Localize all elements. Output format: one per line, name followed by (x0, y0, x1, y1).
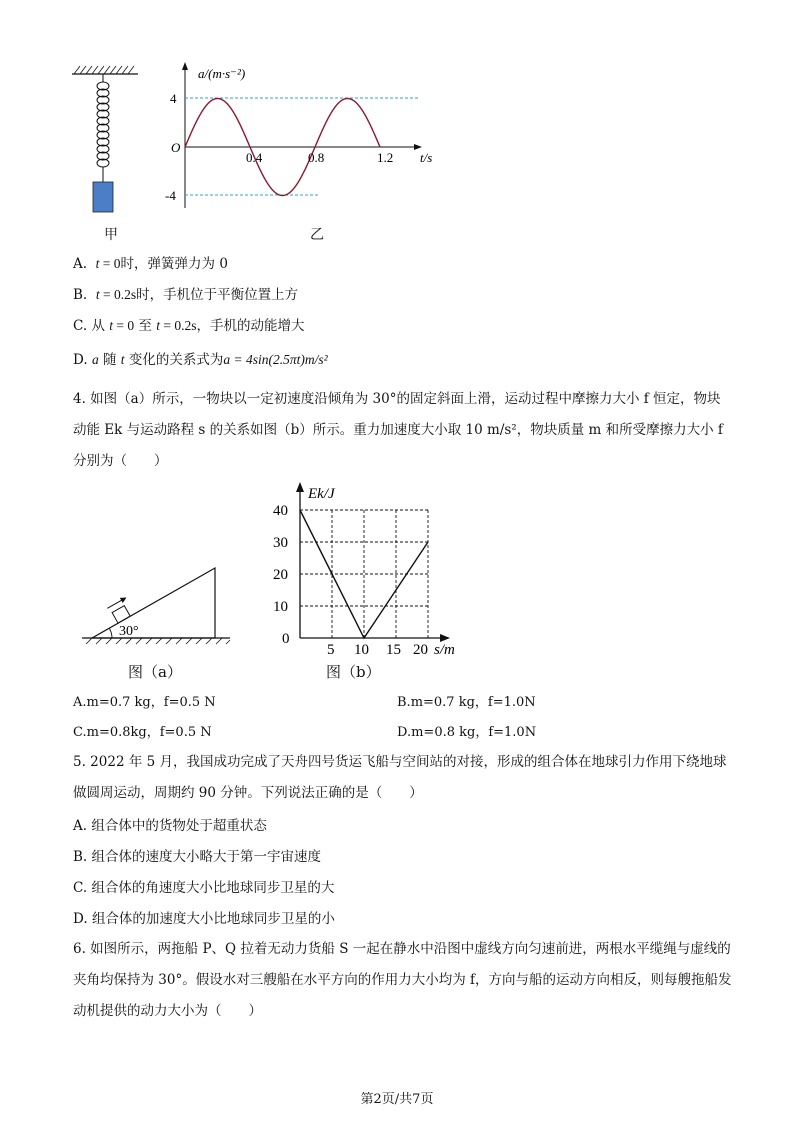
y-tick-0: 0 (282, 631, 290, 647)
figure-yi-chart (160, 58, 450, 218)
page-number: 第2页/共7页 (360, 1092, 434, 1107)
y-axis-arrow (182, 62, 188, 70)
q4-option-b: B.m=0.7 kg，f=1.0N (397, 695, 536, 710)
y-tick-20: 20 (273, 567, 288, 583)
q3-option-c: C. 从 t = 0 至 t = 0.2s，手机的动能增大 (73, 318, 305, 334)
x-tick-20: 20 (413, 642, 428, 658)
q4-option-d: D.m=0.8 kg，f=1.0N (397, 725, 537, 740)
y-tick-40: 40 (273, 503, 288, 519)
q5-stem: 5. 2022 年 5 月，我国成功完成了天舟四号货运飞船与空间站的对接，形成的组合体在地球引力作用下绕地球做圆周运动，周期约 90 分钟。下列说法正确的是（ ） (73, 754, 727, 801)
figure-b-caption: 图（b） (326, 663, 381, 681)
q4-option-c: C.m=0.8kg，f=0.5 N (73, 725, 212, 740)
figure-b-chart (270, 478, 470, 658)
phone-block (93, 182, 113, 212)
x-tick-10: 10 (354, 642, 369, 658)
y-tick-10: 10 (273, 599, 288, 615)
s-axis-arrow (440, 634, 450, 642)
ek-axis-arrow (296, 482, 304, 492)
q3-option-b: B. t = 0.2s时，手机位于平衡位置上方 (73, 287, 299, 303)
q5-option-c: C. 组合体的角速度大小比地球同步卫星的大 (73, 880, 335, 896)
y-tick-30: 30 (273, 535, 288, 551)
q3-option-a: A. t = 0时，弹簧弹力为 0 (73, 256, 228, 272)
x-tick-5: 5 (327, 642, 335, 658)
x-tick-0.4: 0.4 (246, 150, 263, 165)
q4-stem: 4. 如图（a）所示，一物块以一定初速度沿倾角为 30°的固定斜面上滑，运动过程中摩擦力大小 f 恒定，物块动能 Ek 与运动路程 s 的关系如图（b）所示。重力加速度大小取 10 m/s²，物块质量 m 和所受摩擦力大小 f 分别为（ ） (73, 391, 723, 469)
q5-option-a: A. 组合体中的货物处于超重状态 (73, 818, 267, 834)
q6-stem: 6. 如图所示，两拖船 P、Q 拉着无动力货船 S 一起在静水中沿图中虚线方向匀速前进，两根水平缆绳与虚线的夹角均保持为 30°。假设水对三艘船在水平方向的作用力大小均为 f，方向与船的运动方向相反，则每艘拖船发动机提供的动力大小为（ ） (73, 941, 732, 1019)
figure-jia (68, 62, 148, 222)
figure-a-incline (78, 560, 238, 645)
sliding-block (106, 595, 136, 624)
incline-angle-label: 30° (119, 624, 139, 639)
x-tick-0.8: 0.8 (308, 150, 325, 165)
y-axis-label: a/(m·s⁻²) (198, 66, 246, 81)
x-tick-1.2: 1.2 (377, 150, 394, 165)
ek-vs-s-line (300, 510, 428, 638)
s-axis-label: s/m (434, 642, 455, 658)
x-tick-15: 15 (386, 642, 401, 658)
y-tick-neg4: -4 (165, 188, 176, 203)
q3-option-d: D. a 随 t 变化的关系式为a = 4sin(2.5πt)m/s² (73, 352, 328, 368)
q4-option-a: A.m=0.7 kg，f=0.5 N (73, 695, 216, 710)
incline-wedge (92, 568, 215, 638)
figure-jia-caption: 甲 (104, 227, 118, 243)
origin-label: O (171, 140, 181, 155)
figure-yi-caption: 乙 (310, 227, 324, 243)
ek-axis-label: Ek/J (308, 486, 335, 502)
q5-option-b: B. 组合体的速度大小略大于第一宇宙速度 (73, 849, 322, 865)
y-tick-4: 4 (170, 91, 177, 106)
q5-option-d: D. 组合体的加速度大小比地球同步卫星的小 (73, 911, 335, 927)
x-axis-label: t/s (420, 150, 433, 165)
figure-a-caption: 图（a） (128, 663, 182, 681)
